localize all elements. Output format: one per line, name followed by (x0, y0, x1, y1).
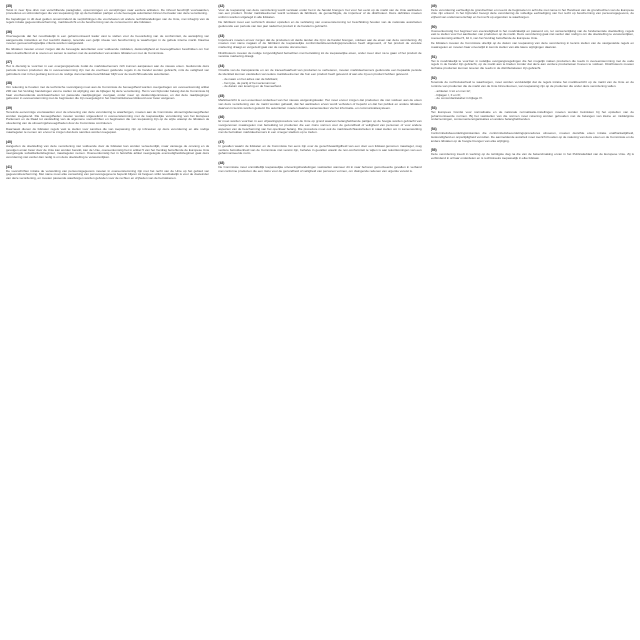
section-number: (55) (430, 148, 437, 153)
paragraph: In gevallen waarin de lidstaten en de Commissie het eens zijn over de gerechtvaardigdheid van een door een lidstaat genomen maatregel, mag verdere betrokkenheid van de Commissie niet vereist zijn, behalve in gevallen waarin de non-conformiteit te wijten is aan tekortkomingen van een geharmoniseerde norm. (218, 143, 422, 156)
paragraph: Het is noodzakelijk te voorzien in redelijke overgangsregelingen die het mogelijk maken producten die reeds in overeenstemming met de oude regels in de handel zijn gebracht, op de markt aan te bieden zonder dat deze aan verdere producteisen hoeven te voldoen. Distributeurs moeten derhalve producten kunnen leveren die reeds in de distributieketen zijn gebracht. (430, 58, 634, 71)
section (6, 106, 209, 135)
paragraph: Overeenkomstig het beginsel van evenredigheid is het noodzakelijk en passend om, ter verwezenlijking van de fundamentele doelstelling, regels vast te stellen voor het aanbieden van producten op de markt. Deze verordening gaat niet verder dan nodig is om die doelstelling te verwezenlijken, overeenkomstig artikel 5, lid 4, van het Verdrag betreffende de Europese Unie. (430, 28, 634, 41)
section (431, 55, 634, 71)
section (431, 106, 634, 122)
section-number: (50) (430, 25, 437, 30)
paragraph: Deze verordening treedt in werking op de twintigste dag na die van de bekendmaking ervan in het Publicatieblad van de Europese Unie. Zij is verbindend in al haar onderdelen en is rechtstreeks toepasselijk in elke lidstaat. (430, 151, 634, 160)
paragraph: De voorschriften inzake de verwerking van persoonsgegevens moeten in overeenstemming zijn met het recht van de Unie op het gebied van gegevensbescherming. Met name moet elke verwerking van persoonsgegevens beperkt blijven tot hetgeen strikt noodzakelijk is voor de doeleinden van deze verordening, en moeten passende waarborgen worden geboden voor de rechten en vrijheden van de betrokkenen. (6, 168, 210, 181)
paragraph: Importeurs moeten ervoor zorgen dat de producten uit derde landen die zij in de handel brengen, voldoen aan de eisen van deze verordening. Zij moeten met name nagaan of de fabrikant de toepasselijke conformiteitsbeoordelingsprocedures heeft uitgevoerd, of het product de vereiste markering draagt en vergezeld gaat van de vereiste documenten. (218, 37, 422, 50)
paragraph: De fabrikant moet een technisch dossier opstellen en de verklaring van overeenstemming ter beschikking houden van de nationale autoriteiten gedurende een periode van tien jaar nadat het product in de handel is gebracht. (218, 20, 422, 29)
section (6, 140, 209, 160)
paragraph: Deze verordening eerbiedigt de grondrechten en neemt de beginselen in acht die met name in het Handvest van de grondrechten van de Europese Unie zijn erkend. In het bijzonder beoogt deze verordening de volledige eerbiediging van het recht op bescherming van persoonsgegevens, de vrijheid van ondernemerschap en het recht op eigendom te waarborgen. (430, 7, 634, 20)
section-number: (49) (430, 4, 437, 8)
section (431, 25, 634, 50)
section (218, 94, 421, 110)
section-number: (47) (218, 140, 225, 145)
section (218, 140, 421, 156)
paragraph: Conformiteitsbeoordelingsinstanties die conformiteitsbeoordelingsprocedures uitvoeren, moeten dezelfde eisen inzake onafhankelijkheid, deskundigheid en onpartijdigheid vervullen. De aanmeldende autoriteit moet toezicht houden op de naleving van deze eisen en de Commissie en de andere lidstaten op de hoogte brengen van elke wijziging. (430, 130, 634, 143)
text-column-right (431, 4, 634, 636)
section (218, 115, 421, 135)
list-item: - het type, de partij of het serienummer; (222, 80, 277, 85)
section-number: (46) (218, 115, 225, 120)
section-number: (45) (218, 94, 225, 99)
paragraph: Markttoezicht is een essentieel onderdeel van het nieuwe wetgevingskader. Het moet ervoor zorgen dat producten die niet voldoen aan de eisen van deze verordening van de markt worden gehaald, dat het aanbieden ervan wordt verboden of beperkt en dat het publiek en andere lidstaten daarvan in kennis worden gesteld. De autoriteiten moeten daartoe samenwerken via het informatie- en communicatiesysteem. (218, 97, 422, 110)
section (218, 161, 421, 173)
section-number: (41) (6, 165, 13, 170)
section (6, 4, 209, 25)
section-number: (51) (430, 55, 437, 60)
paragraph: Om rekening te houden met de technische vooruitgang moet aan de Commissie de bevoegdheid worden overgedragen om overeenkomstig artikel 290 van het Verdrag handelingen vast te stellen tot wijziging van de bijlagen bij deze verordening. Het is van bijzonder belang dat de Commissie bij haar voorbereidende werkzaamheden tot passende raadplegingen overgaat, onder meer op deskundigenniveau, en dat deze raadplegingen gebeuren in overeenstemming met de beginselen die zijn neergelegd in het Interinstitutioneel Akkoord over beter wetgeven. (6, 84, 210, 101)
section (6, 30, 209, 55)
list-item: - de concordantietabel in bijlage IV. (434, 96, 483, 101)
section-number: (36) (6, 30, 13, 35)
section-number: (43) (218, 34, 225, 39)
paragraph: Voor de toepassing van deze verordening wordt verstaan onder het in de handel brengen: het voor het eerst op de markt van de Unie aanbieden van een product. Onder marktdeelnemer wordt verstaan de fabrikant, de gemachtigde, de importeur of de distributeur. Deze definities moeten uniform worden uitgelegd in alle lidstaten. (218, 7, 422, 20)
section-number: (35) (6, 4, 13, 8)
section (6, 81, 209, 101)
text-column-left (6, 4, 209, 636)
section (431, 76, 634, 101)
section (218, 34, 421, 59)
section-number: (42) (218, 4, 225, 8)
section-number: (54) (430, 127, 437, 132)
section (6, 60, 209, 76)
paragraph: Teneinde eenvormige voorwaarden voor de uitvoering van deze verordening te waarborgen, moeten aan de Commissie uitvoeringsbevoegdheden worden toegekend. Die bevoegdheden moeten worden uitgeoefend in overeenstemming met de toepasselijke verordening van het Europees Parlement en de Raad tot vaststelling van de algemene voorschriften en beginselen die van toepassing zijn op de wijze waarop de lidstaten de uitoefening van de uitvoeringsbevoegdheden door de Commissie controleren. (6, 109, 210, 126)
section-number: (39) (6, 106, 13, 111)
paragraph: Het Europees Comité voor normalisatie en de nationale normalisatie-instellingen moeten worden betrokken bij het opstellen van de geharmoniseerde normen. Bij het vaststellen van die normen moet rekening worden gehouden met de belangen van kleine en middelgrote ondernemingen, consumentenorganisaties en andere belanghebbenden. (430, 109, 634, 122)
paragraph: Overwegende dat het noodzakelijk is een geharmoniseerd kader vast te stellen voor de beoordeling van de conformiteit, de aanwijzing van aangemelde instanties en het toezicht daarop, teneinde een gelijk niveau van bescherming te waarborgen in de gehele interne markt. Daartoe moeten gemeenschappelijke criteria worden vastgesteld. (6, 33, 210, 46)
list-item: - de datum van levering en de hoeveelheid. (222, 84, 282, 89)
section-number: (48) (218, 161, 225, 166)
list-item: - bijlagen I, II en III; (434, 92, 461, 97)
paragraph: De bepalingen in dit deel gelden onverminderd de verplichtingen die voortvloeien uit andere rechtshandelingen van de Unie, met inbegrip van de regels inzake gegevensbescherming, markttoezicht en de bescherming van de consument in alle lidstaten. (6, 16, 210, 25)
list-item: - de naam en het adres van de fabrikant; (222, 76, 279, 81)
paragraph: Aangezien de doelstelling van deze verordening niet voldoende door de lidstaten kan worden verwezenlijkt, maar vanwege de omvang en de gevolgen ervan beter door de Unie kan worden bereikt, kan de Unie, overeenkomstig het in artikel 5 van het Verdrag betreffende de Europese Unie neergelegde subsidiariteitsbeginsel, maatregelen nemen. Overeenkomstig het in hetzelfde artikel neergelegde evenredigheidsbeginsel gaat deze verordening niet verder dan nodig is om deze doelstelling te verwezenlijken. (6, 143, 210, 160)
section-number: (53) (430, 106, 437, 111)
paragraph: Er moet worden voorzien in een vrijwaringsprocedure van de Unie op grond waarvan belanghebbende partijen op de hoogte worden gebracht van voorgenomen maatregelen met betrekking tot producten die een risico vormen voor de gezondheid of veiligheid van personen of voor andere aspecten van de bescherming van het openbaar belang. Die procedure moet ook de markttoezichtautoriteiten in staat stellen om in samenwerking met de betrokken marktdeelnemers in een vroeger stadium op te treden. (218, 118, 422, 135)
section-number: (37) (6, 60, 13, 65)
section-number: (40) (6, 140, 13, 145)
paragraph: Daarnaast dienen de lidstaten regels vast te stellen voor sancties die van toepassing zijn op inbreuken op deze verordening en alle nodige maatregelen te nemen om ervoor te zorgen dat deze sancties worden toegepast. (6, 126, 210, 135)
list-item: - artikelen 1 tot en met 12; (434, 88, 471, 93)
paragraph: De lidstaten moeten de Commissie uiterlijk op de datum van toepassing van deze verordening in kennis stellen van de vastgestelde regels en maatregelen en moeten haar onverwijld in kennis stellen van alle latere wijzigingen daarvan. (430, 41, 634, 50)
section (218, 64, 421, 89)
section (431, 127, 634, 143)
paragraph: Teneinde de rechtszekerheid te waarborgen, moet worden verduidelijkt dat de regels inzake het markttoezicht op de markt van de Unie en de controle van producten die de markt van de Unie binnenkomen, van toepassing zijn op de producten die onder deze verordening vallen. (430, 79, 634, 88)
section-number: (44) (218, 64, 225, 69)
section-number: (52) (430, 76, 437, 81)
paragraph: Omwille van de transparantie en om de traceerbaarheid van producten te verbeteren, moeten marktdeelnemers gedurende een bepaalde periode de identiteit kunnen vaststellen van iedere marktdeelnemer die hun een product heeft geleverd of aan wie zij een product hebben geleverd. (218, 67, 422, 76)
paragraph: Tekst in zeer fijne druk met verschillende paragrafen, opsommingen en verwijzingen naar eerdere artikelen. De inhoud beschrijft voorwaarden, procedures en uitzonderingen die van toepassing zijn op de betrokken partijen en de bevoegde autoriteiten binnen het kader van deze verordening. (6, 7, 210, 16)
section-number: (38) (6, 81, 13, 86)
section (431, 148, 634, 160)
section (218, 4, 421, 29)
section (6, 165, 209, 181)
section (431, 4, 634, 20)
paragraph: De Commissie moet onmiddellijk toepasselijke uitvoeringshandelingen vaststellen wanneer dit in naar behoren gemotiveerde gevallen in verband met conforme producten die een risico voor de gezondheid of veiligheid van personen vormen, om dwingende redenen van urgentie vereist is. (218, 164, 422, 173)
text-column-middle (218, 4, 421, 636)
paragraph: Distributeurs moeten de nodige zorgvuldigheid betrachten met betrekking tot de toepasselijke eisen, onder meer door na te gaan of het product de vereiste markering draagt. (218, 50, 422, 59)
paragraph: Het is dienstig te voorzien in een overgangsperiode zodat de marktdeelnemers zich kunnen aanpassen aan de nieuwe eisen. Gedurende deze periode kunnen producten die in overeenstemming zijn met de voorheen geldende regels in de handel worden gebracht, mits de veiligheid van gebruikers niet in het gedrang komt en de nodige documentatie beschikbaar blijft voor de toezichthoudende autoriteiten. (6, 63, 210, 76)
paragraph: De lidstaten moeten ervoor zorgen dat de bevoegde autoriteiten over voldoende middelen, deskundigheid en bevoegdheden beschikken om hun taken doeltreffend uit te voeren en samen te werken met de autoriteiten van andere lidstaten en met de Commissie. (6, 46, 210, 55)
